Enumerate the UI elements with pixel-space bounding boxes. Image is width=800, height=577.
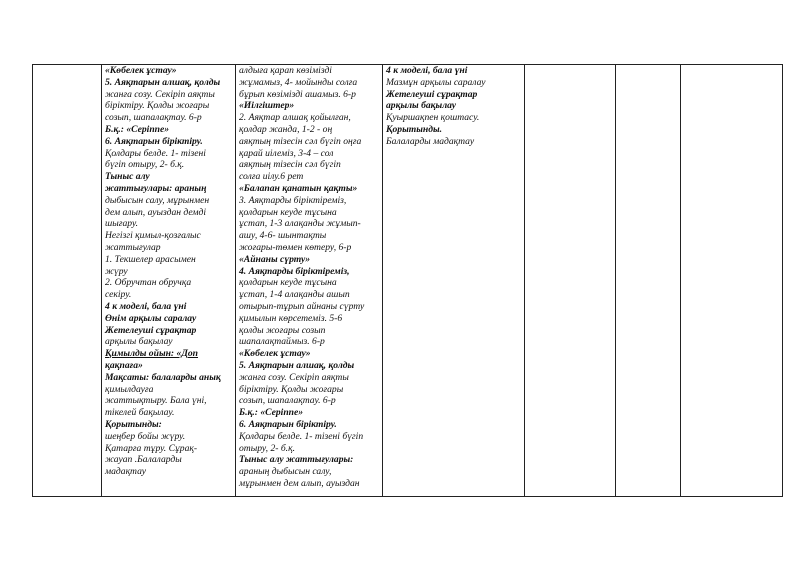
text-line: жаттықтыру. Бала үні, <box>105 395 207 407</box>
cell-col3 <box>383 65 525 497</box>
text-line: Қуыршақпен қоштасу. <box>386 112 480 124</box>
text-line: алдыға қарап көзімізді <box>239 65 332 76</box>
text-line: жұмамыз, 4- мойынды солға <box>239 76 358 88</box>
text-line: «Көбелек ұстау» <box>105 65 177 76</box>
text-line: 2. Обручтан обручқа <box>105 277 192 289</box>
text-line: 3. Аяқтарды біріктіреміз, <box>239 194 347 206</box>
text-line: Қолдары белде. 1- тізені <box>105 147 206 159</box>
text-column-2 <box>236 65 382 490</box>
text-line: қолдарын кеуде тұсына <box>239 206 337 218</box>
text-line: мұрынмен дем алып, ауыздан <box>239 477 360 489</box>
plan-table <box>32 64 783 497</box>
text-column-1 <box>102 65 235 478</box>
text-line: қарай иілеміз, 3-4 – сол <box>239 147 334 159</box>
text-line: біріктіру. Қолды жоғары <box>105 100 210 112</box>
text-line: бұрып көзімізді ашамыз. 6-р <box>239 88 356 100</box>
text-line: жаттығулар <box>105 241 161 253</box>
text-line: «Иілгіштер» <box>239 100 295 112</box>
text-line: 1. Текшелер арасымен <box>105 253 196 265</box>
text-line: Қорытынды. <box>386 123 443 135</box>
text-line: «Көбелек ұстау» <box>239 348 311 360</box>
text-line: Қатарға тұру. Сұрақ- <box>105 442 198 454</box>
text-line: 4. Аяқтарды біріктіреміз, <box>239 265 350 277</box>
text-line: Мазмұн арқылы саралау <box>386 76 486 88</box>
empty-cell-7 <box>681 65 783 497</box>
text-line: 5. Аяқтарын алшақ, қолды <box>105 76 221 88</box>
text-line: біріктіру. Қолды жоғары <box>239 383 344 395</box>
text-line: Жетелеуші сұрақтар <box>105 324 197 336</box>
text-line: секіру. <box>105 289 132 301</box>
text-line: аяқтың тізесін сәл бүгіп <box>239 159 341 171</box>
text-line: жауап .Балаларды <box>105 454 182 466</box>
text-line: жүру <box>105 265 128 277</box>
text-line: тікелей бақылау. <box>105 407 175 419</box>
text-line: Тыныс алу <box>105 171 150 183</box>
text-line: Өнім арқылы саралау <box>105 312 197 324</box>
text-line: дыбысын салу, мұрынмен <box>105 194 210 206</box>
text-line: қолдар жанда, 1-2 - оң <box>239 123 333 135</box>
text-line: «Балапан қанатын қақты» <box>239 182 358 194</box>
text-line: қимылын көрсетеміз. 5-6 <box>239 312 343 324</box>
text-line: қолды жоғары созып <box>239 324 326 336</box>
empty-cell-6 <box>616 65 681 497</box>
text-line: арқылы бақылау <box>386 100 457 112</box>
text-column-3 <box>383 65 524 148</box>
text-line: шығару. <box>105 218 139 230</box>
text-line: араның дыбысын салу, <box>239 466 332 478</box>
text-line: дем алып, ауыздан демді <box>105 206 207 218</box>
text-line: Жетелеуші сұрақтар <box>386 88 478 100</box>
text-line: 5. Аяқтарын алшақ, қолды <box>239 359 355 371</box>
text-line: Мақсаты: балаларды анық <box>105 371 221 383</box>
text-line: Тыныс алу жаттығулары: <box>239 454 354 466</box>
text-line: Негізгі қимыл-қозғалыс <box>105 230 201 242</box>
cell-col2 <box>236 65 383 497</box>
text-line: «Айнаны сүрту» <box>239 253 311 265</box>
text-line: жаттығулары: араның <box>105 182 207 194</box>
text-line: Қорытынды: <box>105 418 162 430</box>
text-line: ұстап, 1-4 алақанды ашып <box>239 289 350 301</box>
text-line: шеңбер бойы жүру. <box>105 430 186 442</box>
text-line: арқылы бақылау <box>105 336 173 348</box>
text-line: отырып-тұрып айнаны сүрту <box>239 300 365 312</box>
text-line: мадақтау <box>105 466 147 478</box>
text-line: жанға созу. Секіріп аяқты <box>105 88 215 100</box>
text-line: Балаларды мадақтау <box>386 135 475 147</box>
cell-col1 <box>102 65 236 497</box>
text-line: Б.қ.: «Серіппе» <box>239 407 304 419</box>
text-line: аяқтың тізесін сәл бүгіп оңға <box>239 135 362 147</box>
text-line: солға иілу.6 рет <box>239 171 304 183</box>
text-line: 4 к моделі, бала үні <box>105 300 187 312</box>
text-line: Қимылды ойын: «Доп <box>105 348 199 360</box>
text-line: созып, шапалақтау. 6-р <box>105 112 202 124</box>
text-line: 4 к моделі, бала үні <box>386 65 468 76</box>
text-line: 2. Аяқтар алшақ қойылған, <box>239 112 351 124</box>
text-line: отыру, 2- б.қ. <box>239 442 295 454</box>
text-line: жоғары-төмен көтеру, 6-р <box>239 241 352 253</box>
text-line: ашу, 4-6- шынтақты <box>239 230 327 242</box>
empty-cell-5 <box>525 65 616 497</box>
text-line: шапалақтаймыз. 6-р <box>239 336 325 348</box>
text-line: Қолдары белде. 1- тізені бүгіп <box>239 430 364 442</box>
text-line: 6. Аяқтарын біріктіру. <box>105 135 203 147</box>
text-line: қимылдауға <box>105 383 154 395</box>
text-line: бүгіп отыру, 2- б.қ. <box>105 159 185 171</box>
text-line: 6. Аяқтарын біріктіру. <box>239 418 337 430</box>
text-line: қақпаға» <box>105 359 143 371</box>
text-line: ұстап, 1-3 алақанды жұмып- <box>239 218 361 230</box>
empty-cell-1 <box>33 65 102 497</box>
text-line: созып, шапалақтау. 6-р <box>239 395 336 407</box>
text-line: қолдарын кеуде тұсына <box>239 277 337 289</box>
text-line: жанға созу. Секіріп аяқты <box>239 371 349 383</box>
text-line: Б.қ.: «Серіппе» <box>105 123 170 135</box>
